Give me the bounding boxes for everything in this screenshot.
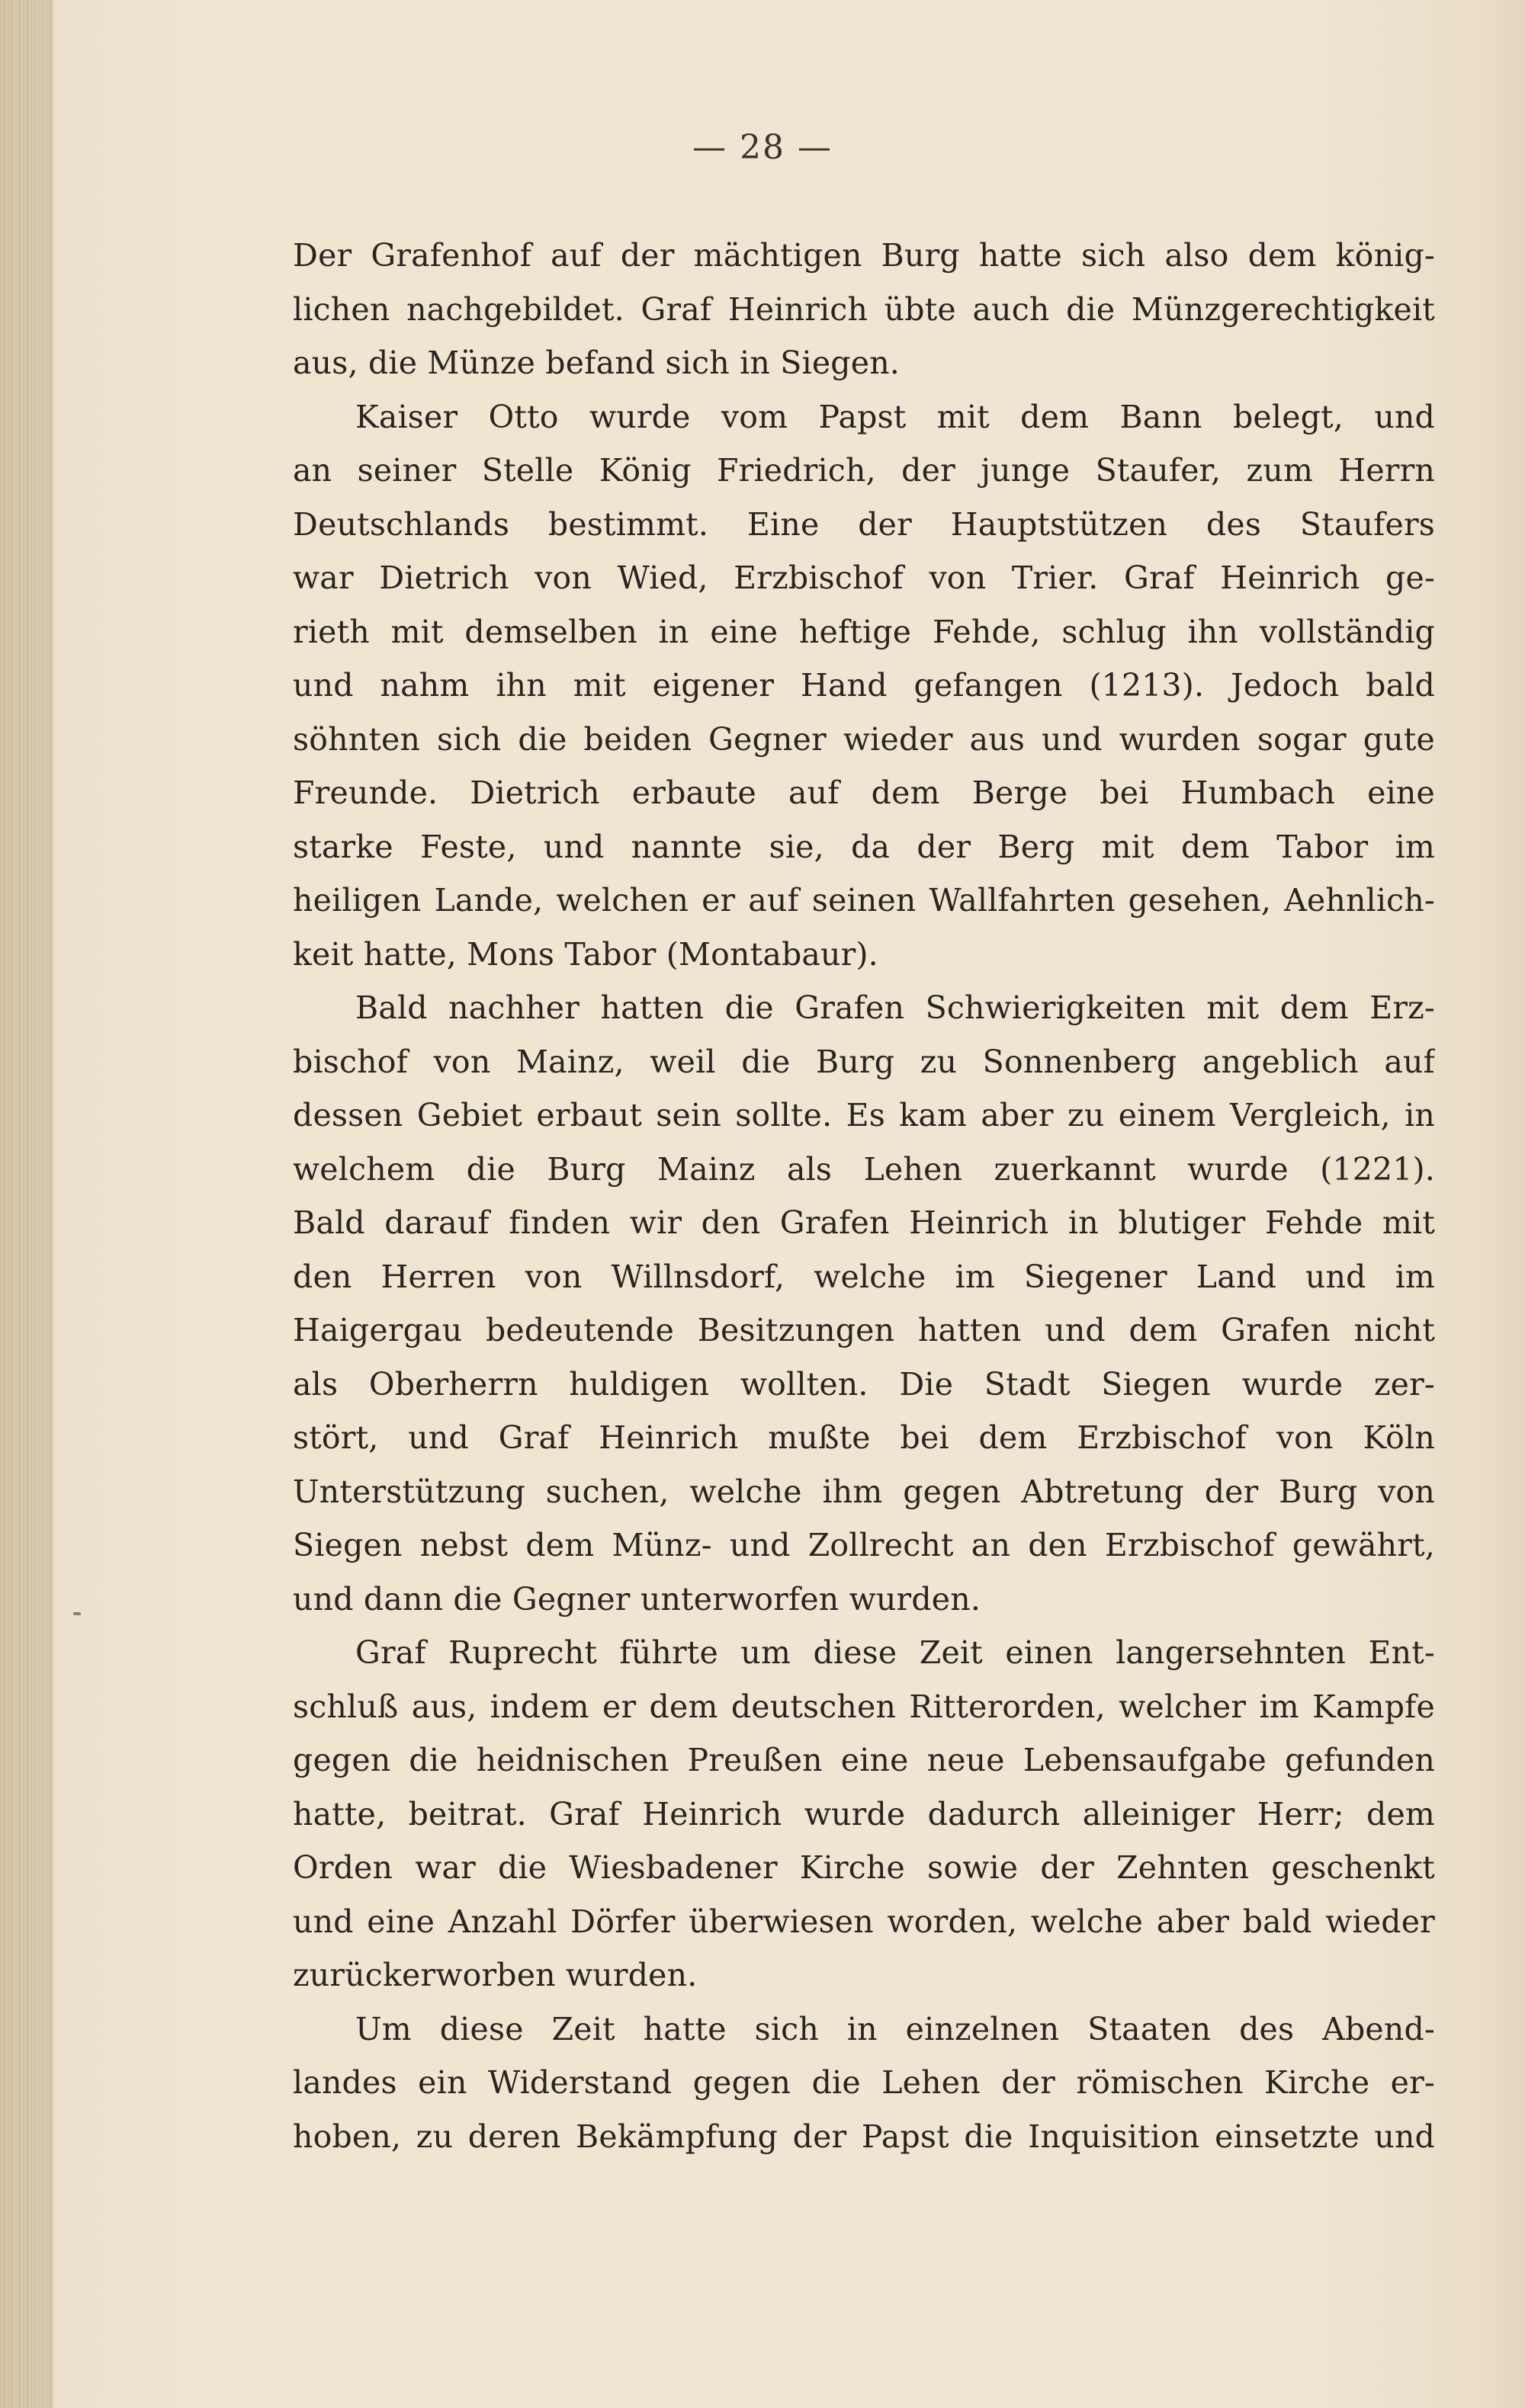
text-line: Um diese Zeit hatte sich in einzelnen Staaten des Abend-	[355, 2010, 1435, 2047]
text-line: Der Grafenhof auf der mächtigen Burg hatte sich also dem könig-	[293, 237, 1435, 274]
text-line: hoben, zu deren Bekämpfung der Papst die Inquisition einsetzte und	[293, 2118, 1435, 2155]
body-text	[293, 229, 1435, 2163]
page-binding-edge	[0, 0, 53, 2408]
text-line: Freunde. Dietrich erbaute auf dem Berge bei Humbach eine	[293, 774, 1435, 811]
text-line: söhnten sich die beiden Gegner wieder aus und wurden sogar gute	[293, 720, 1435, 758]
text-line: Haigergau bedeutende Besitzungen hatten und dem Grafen nicht	[293, 1312, 1435, 1348]
text-line: bischof von Mainz, weil die Burg zu Sonnenberg angeblich auf	[293, 1043, 1435, 1080]
text-line: Kaiser Otto wurde vom Papst mit dem Bann belegt, und	[355, 398, 1435, 435]
text-line: und eine Anzahl Dörfer überwiesen worden, welche aber bald wieder	[293, 1903, 1435, 1940]
text-line: und dann die Gegner unterworfen wurden.	[293, 1580, 981, 1618]
text-line: an seiner Stelle König Friedrich, der junge Staufer, zum Herrn	[293, 452, 1435, 489]
text-line: hatte, beitrat. Graf Heinrich wurde dadurch alleiniger Herr; dem	[293, 1795, 1435, 1832]
text-line: starke Feste, und nannte sie, da der Berg mit dem Tabor im	[293, 828, 1435, 865]
text-line: schluß aus, indem er dem deutschen Ritterorden, welcher im Kampfe	[293, 1688, 1435, 1725]
text-line: Graf Ruprecht führte um diese Zeit einen langersehnten Ent-	[355, 1634, 1435, 1671]
page-number: — 28 —	[692, 128, 833, 167]
text-line: und nahm ihn mit eigener Hand gefangen (1213). Jedoch bald	[293, 667, 1435, 704]
text-line: dessen Gebiet erbaut sein sollte. Es kam aber zu einem Vergleich, in	[293, 1097, 1435, 1133]
margin-mark	[73, 1612, 81, 1615]
text-line: Unterstützung suchen, welche ihm gegen Abtretung der Burg von	[293, 1473, 1435, 1510]
text-line: war Dietrich von Wied, Erzbischof von Trier. Graf Heinrich ge-	[293, 560, 1435, 596]
text-line: Bald nachher hatten die Grafen Schwierigkeiten mit dem Erz-	[355, 989, 1435, 1026]
text-line: heiligen Lande, welchen er auf seinen Wallfahrten gesehen, Aehnlich-	[293, 882, 1435, 919]
text-line: stört, und Graf Heinrich mußte bei dem Erzbischof von Köln	[293, 1419, 1435, 1456]
text-line: keit hatte, Mons Tabor (Montabaur).	[293, 935, 878, 973]
text-line: den Herren von Willnsdorf, welche im Siegener Land und im	[293, 1258, 1435, 1295]
text-line: zurückerworben wurden.	[293, 1957, 698, 1993]
text-line: landes ein Widerstand gegen die Lehen der römischen Kirche er-	[293, 2064, 1435, 2101]
text-line: rieth mit demselben in eine heftige Fehde, schlug ihn vollständig	[293, 613, 1435, 650]
text-line: Bald darauf finden wir den Grafen Heinrich in blutiger Fehde mit	[293, 1204, 1435, 1241]
text-line: Siegen nebst dem Münz- und Zollrecht an den Erzbischof gewährt,	[293, 1527, 1435, 1563]
text-line: welchem die Burg Mainz als Lehen zuerkannt wurde (1221).	[293, 1150, 1435, 1188]
text-line: lichen nachgebildet. Graf Heinrich übte auch die Münzgerechtigkeit	[293, 290, 1435, 328]
text-line: Orden war die Wiesbadener Kirche sowie der Zehnten geschenkt	[293, 1849, 1435, 1886]
text-line: gegen die heidnischen Preußen eine neue Lebensaufgabe gefunden	[293, 1742, 1435, 1778]
text-line: Deutschlands bestimmt. Eine der Hauptstützen des Staufers	[293, 505, 1435, 543]
text-line: als Oberherrn huldigen wollten. Die Stadt Siegen wurde zer-	[293, 1365, 1435, 1403]
text-line: aus, die Münze befand sich in Siegen.	[293, 345, 901, 381]
